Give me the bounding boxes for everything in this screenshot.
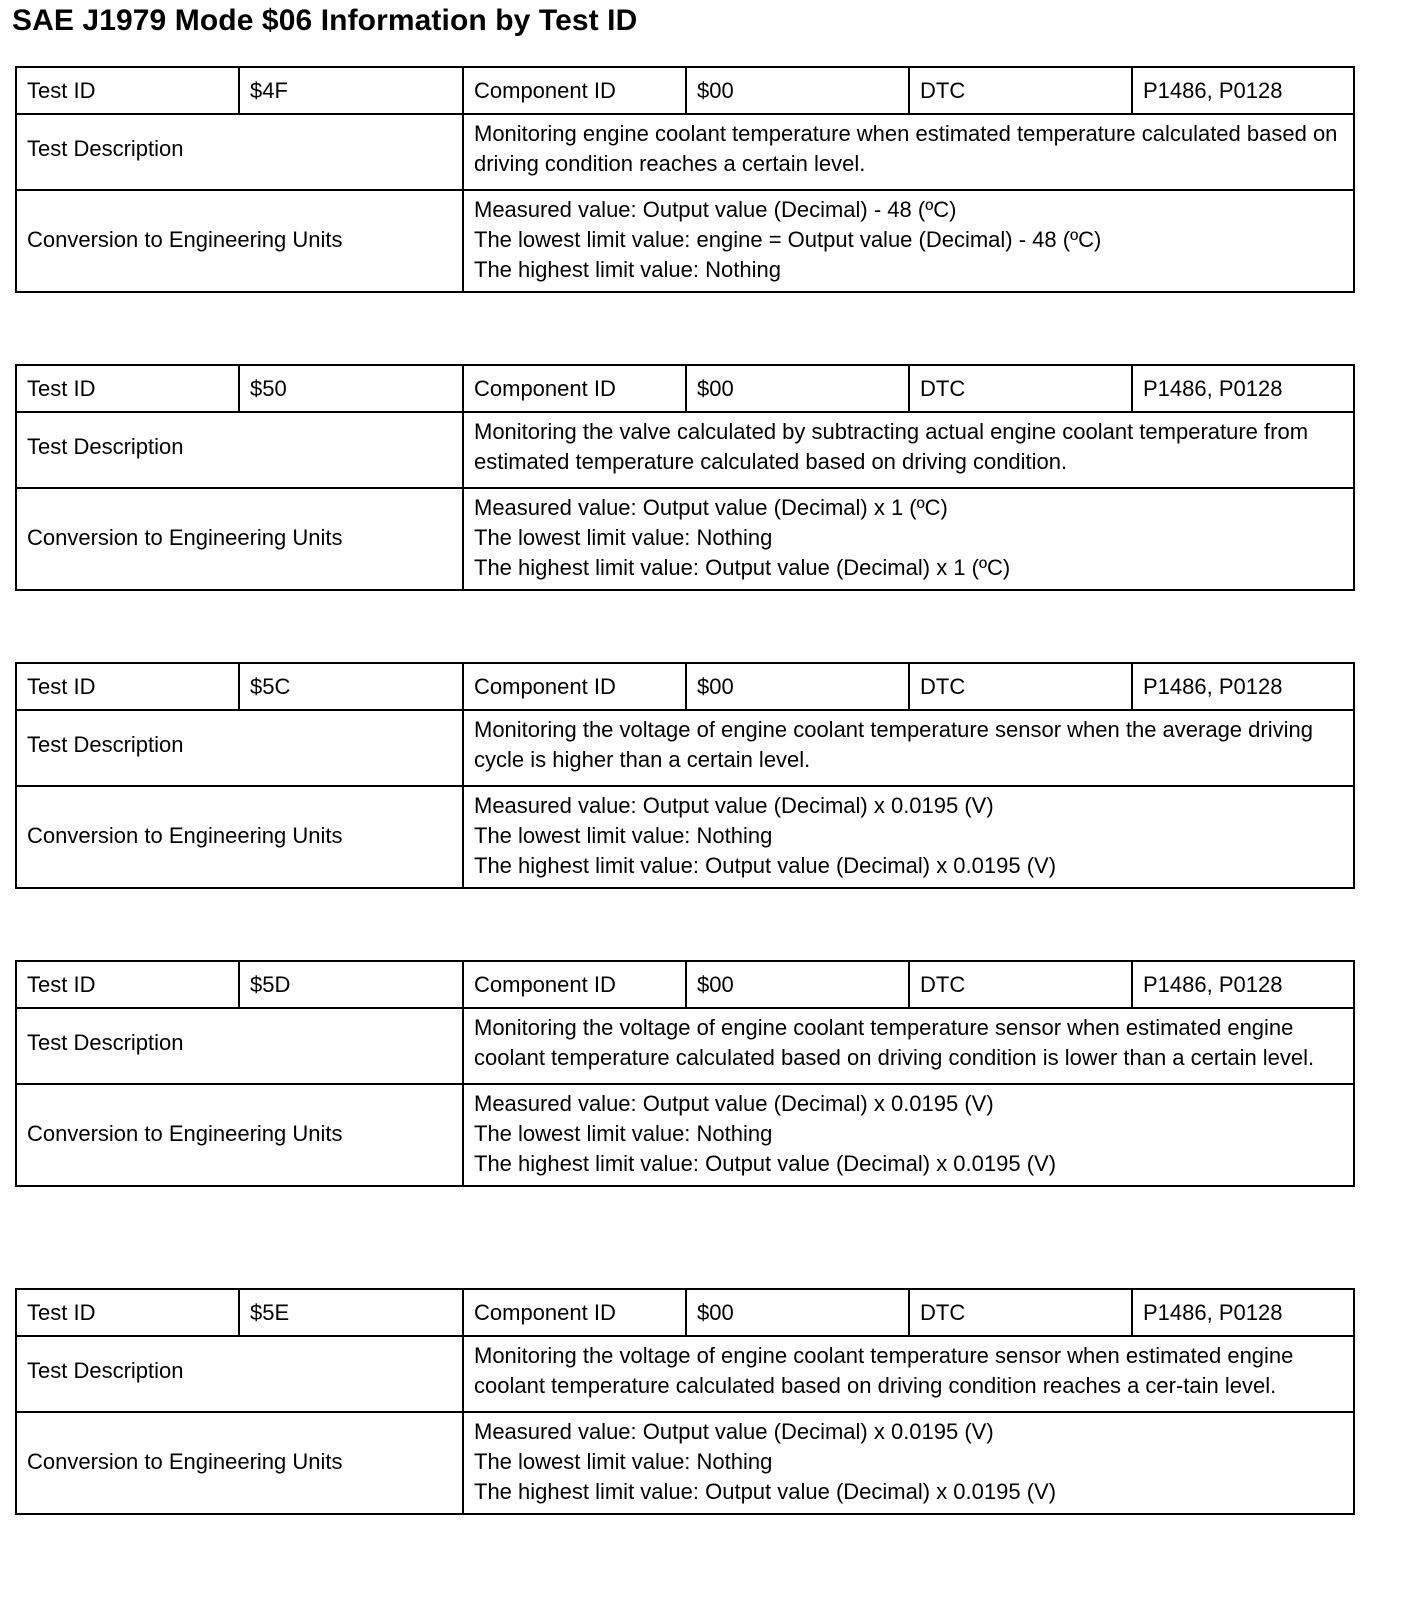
conversion-label: Conversion to Engineering Units (16, 488, 463, 590)
conversion-row (16, 786, 1354, 888)
description-row (16, 114, 1354, 190)
dtc-value: P1486, P0128 (1132, 961, 1354, 1008)
highest-limit-line: The highest limit value: Nothing (474, 257, 781, 282)
description-row (16, 1336, 1354, 1412)
test-id-value: $4F (239, 67, 463, 114)
test-description-value: Monitoring engine coolant temperature when estimated temperature calculated based on driving condition reaches a certain level. (463, 114, 1354, 190)
conversion-label: Conversion to Engineering Units (16, 1412, 463, 1514)
test-table-4f (15, 66, 1355, 293)
measured-value-line: Measured value: Output value (Decimal) x 0.0195 (V) (474, 1419, 994, 1444)
dtc-label: DTC (909, 1289, 1132, 1336)
table-header-row (16, 67, 1354, 114)
table-header-row (16, 1289, 1354, 1336)
test-table-5d (15, 960, 1355, 1187)
test-description-value: Monitoring the voltage of engine coolant temperature sensor when estimated engine coolant temperature calculated based on driving condition reaches a cer-tain level. (463, 1336, 1354, 1412)
conversion-row (16, 1084, 1354, 1186)
test-table-5e (15, 1288, 1355, 1515)
test-id-value: $5E (239, 1289, 463, 1336)
lowest-limit-line: The lowest limit value: Nothing (474, 525, 773, 550)
component-id-label: Component ID (463, 961, 686, 1008)
test-id-label: Test ID (16, 365, 239, 412)
conversion-label: Conversion to Engineering Units (16, 1084, 463, 1186)
page-title: SAE J1979 Mode $06 Information by Test ID (12, 4, 638, 37)
table-header-row (16, 365, 1354, 412)
conversion-row (16, 1412, 1354, 1514)
lowest-limit-line: The lowest limit value: Nothing (474, 1121, 773, 1146)
test-id-value: $5C (239, 663, 463, 710)
dtc-label: DTC (909, 961, 1132, 1008)
test-description-label: Test Description (16, 1336, 463, 1412)
conversion-value (463, 1084, 1354, 1186)
component-id-value: $00 (686, 67, 909, 114)
conversion-row (16, 488, 1354, 590)
test-id-value: $5D (239, 961, 463, 1008)
lowest-limit-line: The lowest limit value: Nothing (474, 823, 773, 848)
conversion-label: Conversion to Engineering Units (16, 190, 463, 292)
dtc-value: P1486, P0128 (1132, 1289, 1354, 1336)
highest-limit-line: The highest limit value: Output value (Decimal) x 0.0195 (V) (474, 1151, 1057, 1176)
description-row (16, 1008, 1354, 1084)
description-row (16, 412, 1354, 488)
dtc-label: DTC (909, 67, 1132, 114)
table-header-row (16, 663, 1354, 710)
highest-limit-line: The highest limit value: Output value (Decimal) x 0.0195 (V) (474, 853, 1057, 878)
table-header-row (16, 961, 1354, 1008)
test-description-label: Test Description (16, 114, 463, 190)
conversion-row (16, 190, 1354, 292)
test-description-value: Monitoring the voltage of engine coolant temperature sensor when the average driving cycle is higher than a certain level. (463, 710, 1354, 786)
component-id-value: $00 (686, 961, 909, 1008)
test-id-label: Test ID (16, 1289, 239, 1336)
component-id-label: Component ID (463, 663, 686, 710)
conversion-value (463, 488, 1354, 590)
conversion-value (463, 190, 1354, 292)
component-id-label: Component ID (463, 67, 686, 114)
test-table-50 (15, 364, 1355, 591)
test-description-value: Monitoring the valve calculated by subtracting actual engine coolant temperature from estimated temperature calculated based on driving condition. (463, 412, 1354, 488)
dtc-label: DTC (909, 663, 1132, 710)
dtc-value: P1486, P0128 (1132, 365, 1354, 412)
test-id-label: Test ID (16, 67, 239, 114)
measured-value-line: Measured value: Output value (Decimal) - 48 (ºC) (474, 197, 957, 222)
conversion-label: Conversion to Engineering Units (16, 786, 463, 888)
test-description-label: Test Description (16, 412, 463, 488)
component-id-label: Component ID (463, 1289, 686, 1336)
test-id-value: $50 (239, 365, 463, 412)
conversion-value (463, 1412, 1354, 1514)
test-id-label: Test ID (16, 961, 239, 1008)
conversion-value (463, 786, 1354, 888)
dtc-value: P1486, P0128 (1132, 67, 1354, 114)
highest-limit-line: The highest limit value: Output value (Decimal) x 0.0195 (V) (474, 1479, 1057, 1504)
component-id-value: $00 (686, 365, 909, 412)
test-table-5c (15, 662, 1355, 889)
measured-value-line: Measured value: Output value (Decimal) x 1 (ºC) (474, 495, 948, 520)
component-id-value: $00 (686, 663, 909, 710)
component-id-label: Component ID (463, 365, 686, 412)
measured-value-line: Measured value: Output value (Decimal) x 0.0195 (V) (474, 793, 994, 818)
test-description-label: Test Description (16, 710, 463, 786)
dtc-label: DTC (909, 365, 1132, 412)
description-row (16, 710, 1354, 786)
test-description-value: Monitoring the voltage of engine coolant temperature sensor when estimated engine coolant temperature calculated based on driving condition is lower than a certain level. (463, 1008, 1354, 1084)
lowest-limit-line: The lowest limit value: engine = Output value (Decimal) - 48 (ºC) (474, 227, 1102, 252)
measured-value-line: Measured value: Output value (Decimal) x 0.0195 (V) (474, 1091, 994, 1116)
lowest-limit-line: The lowest limit value: Nothing (474, 1449, 773, 1474)
test-description-label: Test Description (16, 1008, 463, 1084)
component-id-value: $00 (686, 1289, 909, 1336)
test-id-label: Test ID (16, 663, 239, 710)
dtc-value: P1486, P0128 (1132, 663, 1354, 710)
highest-limit-line: The highest limit value: Output value (Decimal) x 1 (ºC) (474, 555, 1011, 580)
